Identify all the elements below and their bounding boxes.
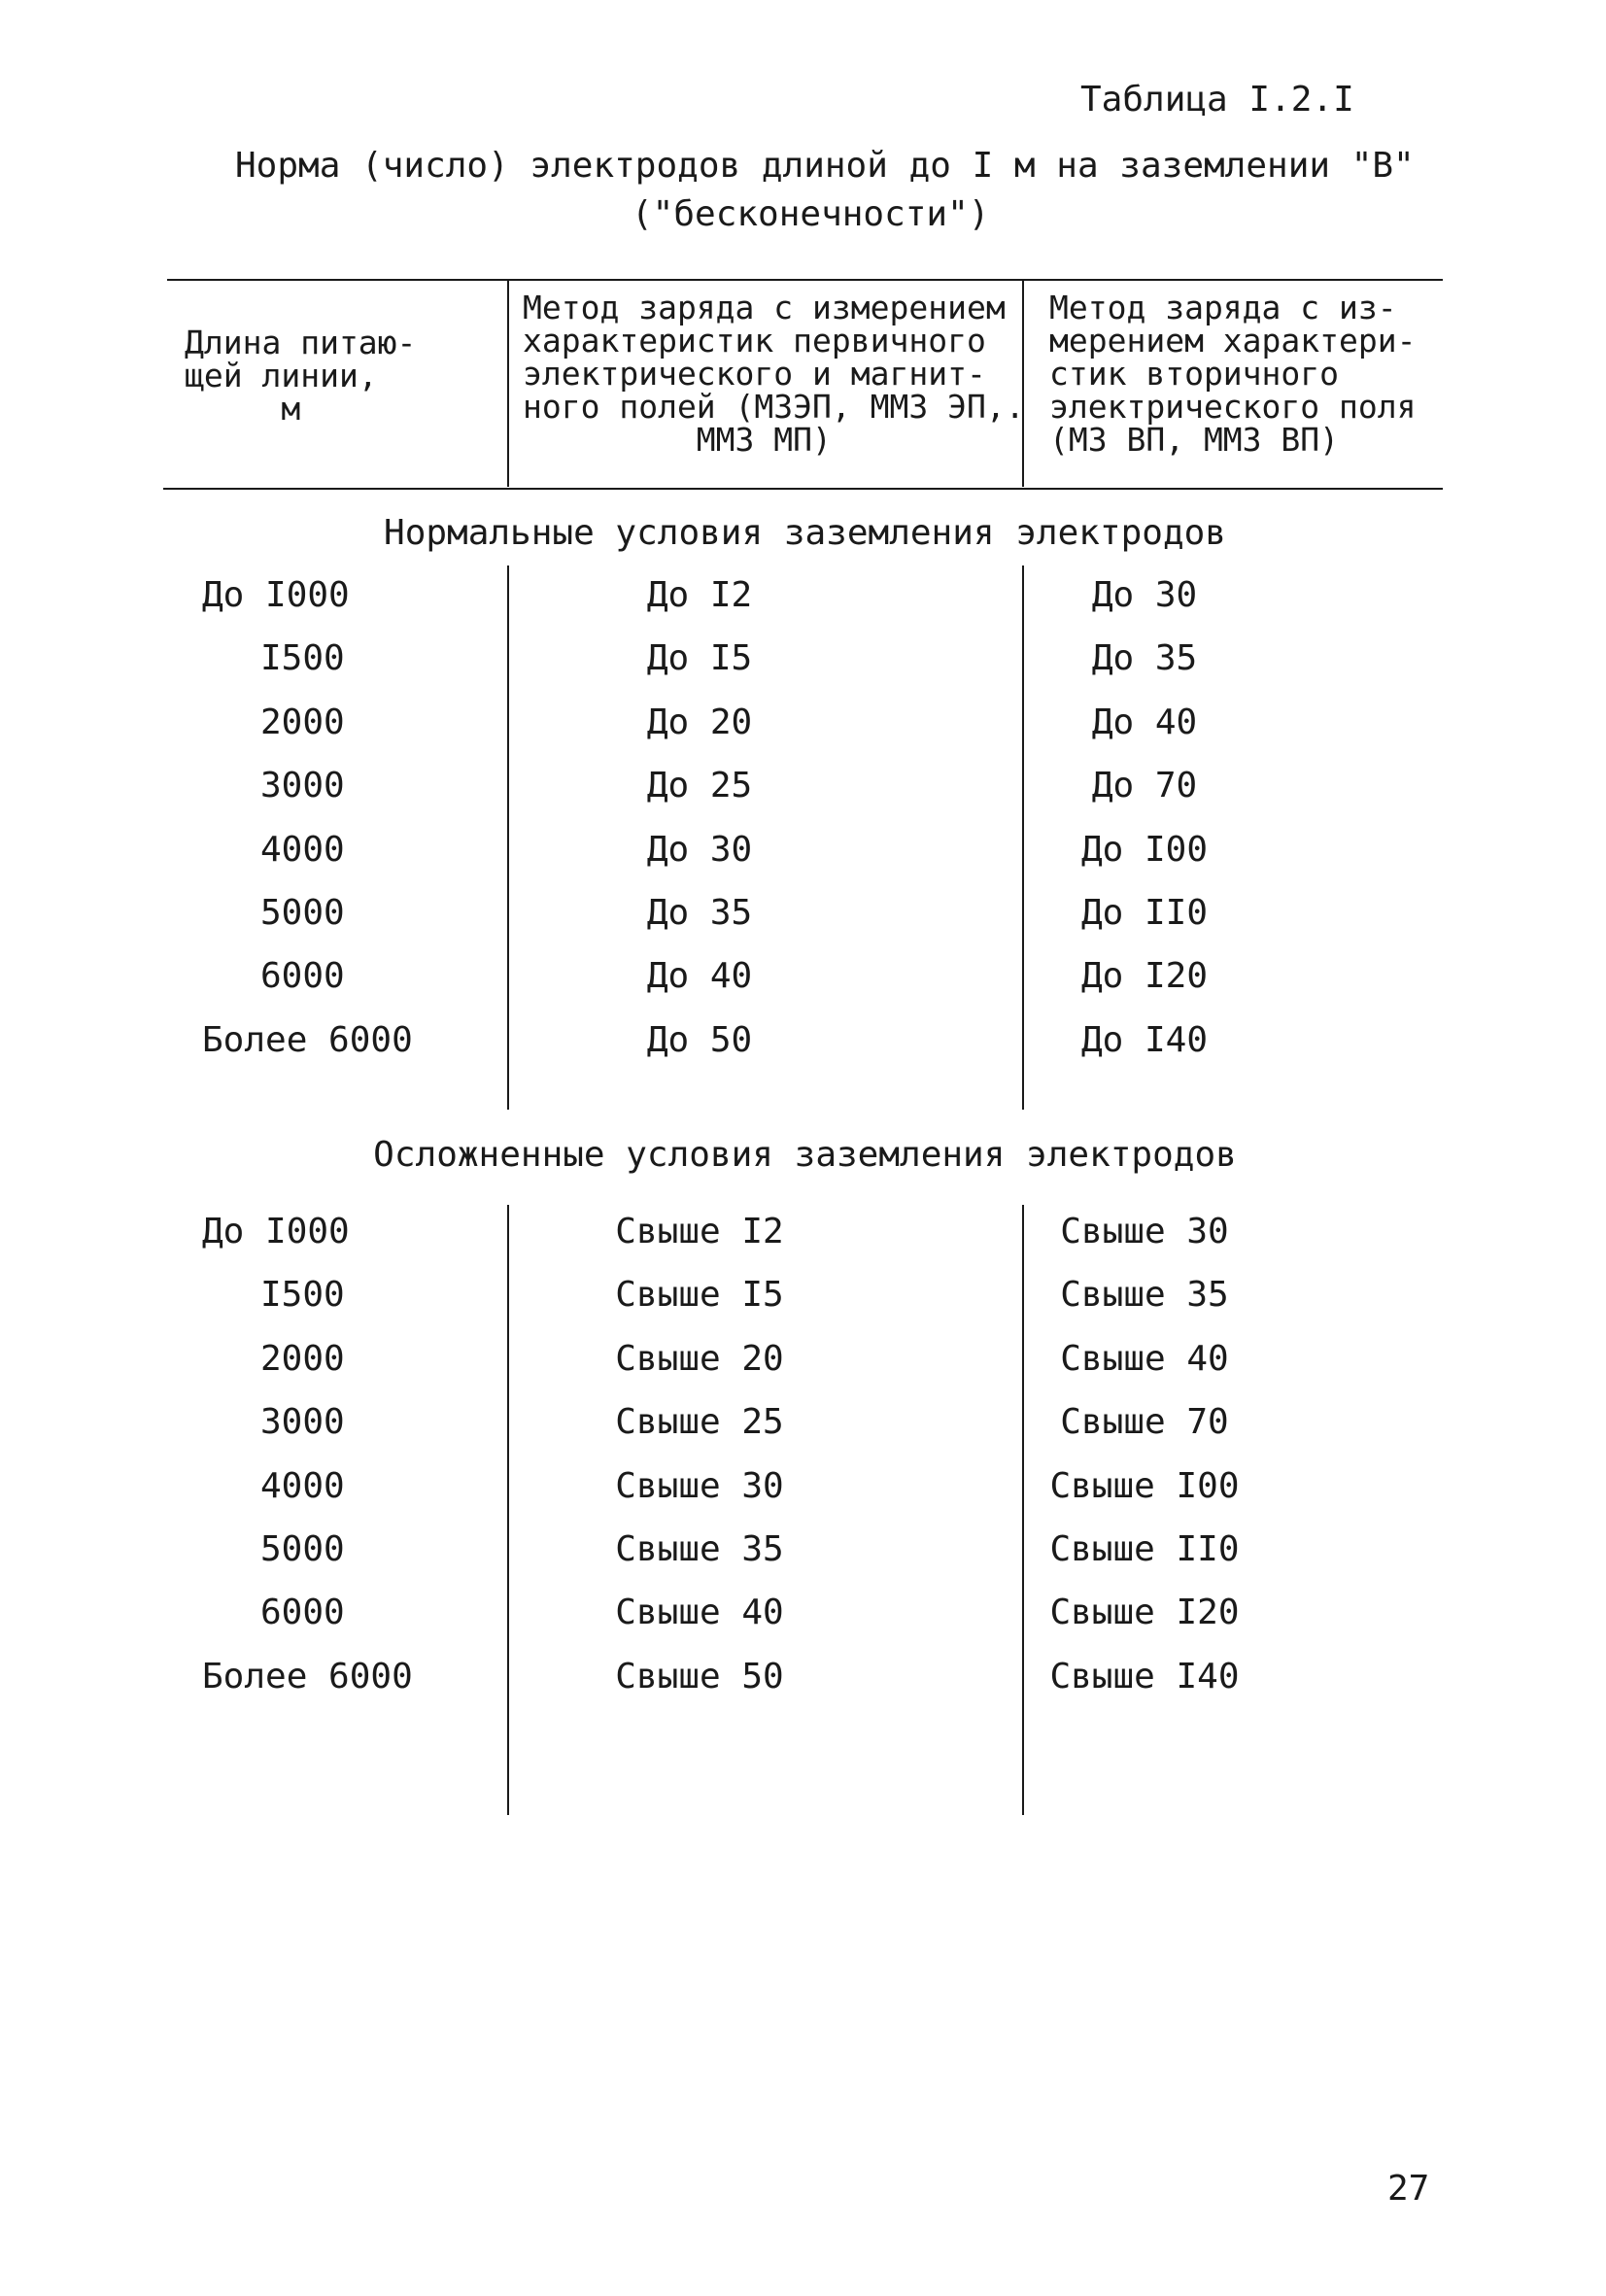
table-cell-s2-r4-c3: Свыше 70 [1060, 1402, 1229, 1442]
table-cell-s2-r2-c3: Свыше 35 [1060, 1275, 1229, 1315]
section-title-normal: Нормальные условия заземления электродов [384, 513, 1226, 553]
table-top-rule [167, 279, 1443, 281]
table-cell-s2-r7-c3: Свыше I20 [1049, 1593, 1240, 1632]
table-cell-s2-r6-c2: Свыше 35 [615, 1529, 784, 1569]
table-cell-s1-r3-c1: 2000 [260, 703, 345, 742]
table-cell-s1-r3-c3: До 40 [1091, 703, 1198, 742]
header-length: Длина питаю- щей линии, м [185, 324, 417, 428]
table-cell-s1-r7-c2: До 40 [646, 956, 753, 996]
section-title-complicated: Осложненные условия заземления электродов [373, 1135, 1237, 1175]
table-cell-s1-r5-c2: До 30 [646, 830, 753, 870]
table-cell-s1-r6-c1: 5000 [260, 893, 345, 933]
header-primary-field-method: Метод заряда с измерением характеристик первичного электрического и магнит- ного полей (МЗЭП, ММЗ ЭП,. ММЗ МП) [523, 289, 1025, 459]
table-cell-s1-r8-c3: До I40 [1080, 1020, 1209, 1060]
table-header-bottom-rule [163, 488, 1443, 490]
table-cell-s1-r8-c1: Более 6000 [202, 1020, 413, 1060]
table-cell-s2-r3-c1: 2000 [260, 1339, 345, 1379]
table-cell-s2-r7-c2: Свыше 40 [615, 1593, 784, 1632]
section1-separator-1 [507, 565, 509, 1110]
header-separator-1 [507, 281, 509, 487]
table-cell-s2-r8-c1: Более 6000 [202, 1657, 413, 1696]
header-secondary-field-method: Метод заряда с из- мерением характери- стик вторичного электрического поля (МЗ ВП, ММЗ ВП) [1049, 289, 1417, 459]
table-cell-s1-r4-c3: До 70 [1091, 766, 1198, 805]
table-cell-s2-r1-c3: Свыше 30 [1060, 1212, 1229, 1251]
table-cell-s2-r1-c2: Свыше I2 [615, 1212, 784, 1251]
table-cell-s2-r3-c3: Свыше 40 [1060, 1339, 1229, 1379]
table-cell-s1-r8-c2: До 50 [646, 1020, 753, 1060]
section2-separator-1 [507, 1205, 509, 1815]
table-label: Таблица I.2.I [1080, 80, 1354, 120]
table-cell-s1-r6-c2: До 35 [646, 893, 753, 933]
table-cell-s2-r3-c2: Свыше 20 [615, 1339, 784, 1379]
table-cell-s1-r1-c3: До 30 [1091, 575, 1198, 615]
table-title-line-2: ("бесконечности") [632, 194, 990, 234]
table-cell-s2-r1-c1: До I000 [202, 1212, 350, 1251]
table-cell-s2-r4-c2: Свыше 25 [615, 1402, 784, 1442]
table-cell-s2-r5-c2: Свыше 30 [615, 1466, 784, 1506]
table-title-line-1: Норма (число) электродов длиной до I м на заземлении "В" [235, 146, 1415, 186]
table-cell-s1-r3-c2: До 20 [646, 703, 753, 742]
table-cell-s2-r2-c2: Свыше I5 [615, 1275, 784, 1315]
table-cell-s2-r6-c1: 5000 [260, 1529, 345, 1569]
table-cell-s1-r6-c3: До II0 [1080, 893, 1209, 933]
table-cell-s2-r6-c3: Свыше II0 [1049, 1529, 1240, 1569]
page-number: 27 [1387, 2169, 1430, 2209]
table-cell-s1-r7-c3: До I20 [1080, 956, 1209, 996]
table-cell-s1-r7-c1: 6000 [260, 956, 345, 996]
table-cell-s1-r5-c1: 4000 [260, 830, 345, 870]
table-cell-s2-r4-c1: 3000 [260, 1402, 345, 1442]
table-cell-s2-r5-c1: 4000 [260, 1466, 345, 1506]
table-cell-s1-r4-c1: 3000 [260, 766, 345, 805]
table-cell-s2-r8-c2: Свыше 50 [615, 1657, 784, 1696]
table-cell-s2-r5-c3: Свыше I00 [1049, 1466, 1240, 1506]
table-cell-s2-r8-c3: Свыше I40 [1049, 1657, 1240, 1696]
table-cell-s1-r2-c3: До 35 [1091, 638, 1198, 678]
table-cell-s1-r2-c1: I500 [260, 638, 345, 678]
table-cell-s2-r7-c1: 6000 [260, 1593, 345, 1632]
table-cell-s1-r1-c2: До I2 [646, 575, 753, 615]
table-cell-s1-r2-c2: До I5 [646, 638, 753, 678]
table-cell-s1-r1-c1: До I000 [202, 575, 350, 615]
table-cell-s2-r2-c1: I500 [260, 1275, 345, 1315]
table-cell-s1-r5-c3: До I00 [1080, 830, 1209, 870]
table-cell-s1-r4-c2: До 25 [646, 766, 753, 805]
